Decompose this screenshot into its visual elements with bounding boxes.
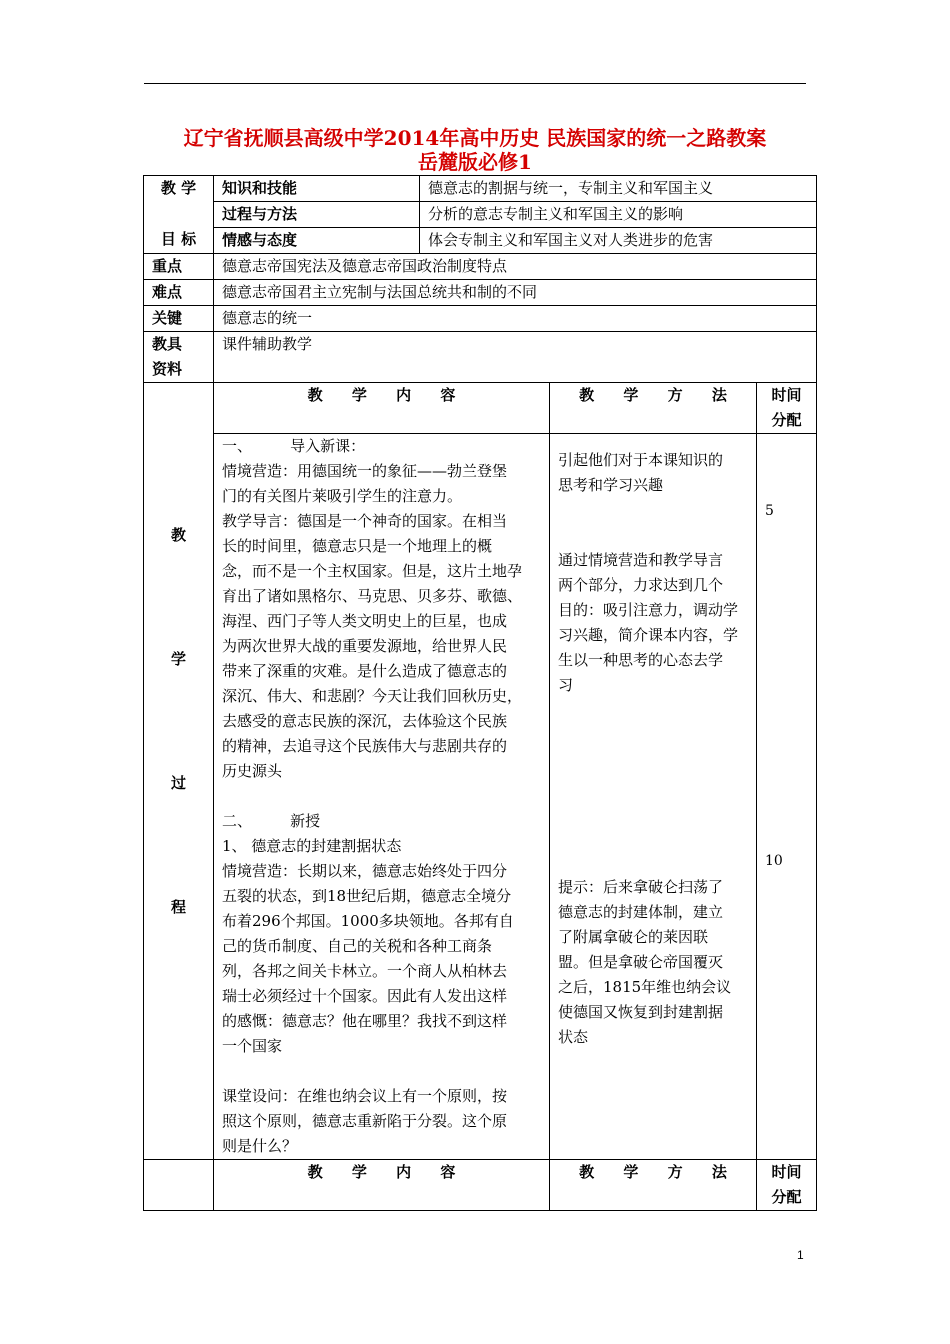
footer-header-row xyxy=(144,1160,817,1211)
content-cell xyxy=(214,434,550,1160)
content-line: 情境营造：用德国统一的象征——勃兰登堡 xyxy=(222,462,508,480)
time-header-line2: 分配 xyxy=(771,1188,802,1206)
content-line: 五裂的状态，到18世纪后期，德意志全境分 xyxy=(222,887,512,905)
page-number: 1 xyxy=(797,1248,804,1262)
goal-row xyxy=(144,228,817,254)
method-block xyxy=(558,548,748,698)
goal-content: 分析的意志专制主义和军国主义的影响 xyxy=(420,202,817,228)
content-line: 照这个原则，德意志重新陷于分裂。这个原 xyxy=(222,1112,508,1130)
time-header-line2: 分配 xyxy=(771,411,802,429)
method-line: 状态 xyxy=(558,1028,589,1046)
goal-row xyxy=(144,176,817,202)
goal-row xyxy=(144,202,817,228)
content-line xyxy=(222,784,541,809)
info-label: 难点 xyxy=(144,280,214,306)
content-line: 海涅、西门子等人类文明史上的巨星，也成 xyxy=(222,612,508,630)
info-row-key-point xyxy=(144,254,817,280)
process-label-char: 学 xyxy=(170,650,186,668)
header-rule xyxy=(144,83,806,84)
method-line: 使德国又恢复到封建割据 xyxy=(558,1003,724,1021)
content-line: 情境营造：长期以来，德意志始终处于四分 xyxy=(222,862,508,880)
doc-title-line2: 岳麓版必修1 xyxy=(418,150,532,174)
info-content: 德意志的统一 xyxy=(214,306,817,332)
process-label-char: 过 xyxy=(170,774,186,792)
footer-empty-cell xyxy=(144,1160,214,1211)
info-label-materials xyxy=(144,332,214,383)
info-content: 德意志帝国君主立宪制与法国总统共和制的不同 xyxy=(214,280,817,306)
content-lines xyxy=(222,434,541,1159)
content-line: 门的有关图片莱吸引学生的注意力。 xyxy=(222,487,463,505)
info-label-line1: 教具 xyxy=(152,335,183,353)
content-line: 二、 新授 xyxy=(222,812,321,830)
goal-content: 德意志的割据与统一，专制主义和军国主义 xyxy=(420,176,817,202)
method-line: 盟。但是拿破仑帝国覆灭 xyxy=(558,953,724,971)
info-label: 关键 xyxy=(144,306,214,332)
method-line: 通过情境营造和教学导言 xyxy=(558,551,724,569)
lesson-plan-table xyxy=(143,175,817,1211)
content-line: 长的时间里，德意志只是一个地理上的概 xyxy=(222,537,493,555)
method-cell xyxy=(550,434,757,1160)
goals-label-top: 教 学 xyxy=(160,179,197,197)
method-line: 思考和学习兴趣 xyxy=(558,476,664,494)
content-line: 带来了深重的灾难。是什么造成了德意志的 xyxy=(222,662,508,680)
content-line: 瑞士必须经过十个国家。因此有人发出这样 xyxy=(222,987,508,1005)
content-line: 教学导言：德国是一个神奇的国家。在相当 xyxy=(222,512,508,530)
info-row-key xyxy=(144,306,817,332)
method-line: 了附属拿破仑的莱因联 xyxy=(558,928,709,946)
time-header-line1: 时间 xyxy=(771,386,802,404)
info-content: 课件辅助教学 xyxy=(214,332,817,383)
content-line: 育出了诸如黑格尔、马克思、贝多芬、歌德、 xyxy=(222,587,523,605)
doc-title-line1: 辽宁省抚顺县高级中学2014年高中历史 民族国家的统一之路教案 xyxy=(183,126,767,150)
method-block xyxy=(558,448,748,498)
content-header: 教 学 内 容 xyxy=(214,1160,550,1211)
content-line: 列，各邦之间关卡林立。一个商人从柏林去 xyxy=(222,962,508,980)
content-header: 教 学 内 容 xyxy=(214,383,550,434)
time-cell xyxy=(757,434,817,1160)
content-line: 课堂设问：在维也纳会议上有一个原则，按 xyxy=(222,1087,508,1105)
goal-category: 知识和技能 xyxy=(214,176,420,202)
content-line xyxy=(222,1059,541,1084)
goal-category: 情感与态度 xyxy=(214,228,420,254)
process-label xyxy=(144,383,214,1160)
method-line: 德意志的封建体制，建立 xyxy=(558,903,724,921)
goals-label xyxy=(144,176,214,254)
method-line: 两个部分，力求达到几个 xyxy=(558,576,724,594)
time-value: 10 xyxy=(765,853,783,869)
method-line: 引起他们对于本课知识的 xyxy=(558,451,724,469)
content-line: 一、 导入新课： xyxy=(222,437,366,455)
content-line: 一个国家 xyxy=(222,1037,283,1055)
content-line: 为两次世界大战的重要发源地，给世界人民 xyxy=(222,637,508,655)
time-header-line1: 时间 xyxy=(771,1163,802,1181)
content-line: 历史源头 xyxy=(222,762,283,780)
content-line: 1、 德意志的封建割据状态 xyxy=(222,837,402,855)
content-line: 深沉、伟大、和悲剧？今天让我们回秋历史， xyxy=(222,687,523,705)
info-label-line2: 资料 xyxy=(152,360,183,378)
process-body-row xyxy=(144,434,817,1160)
method-header: 教 学 方 法 xyxy=(550,1160,757,1211)
goal-category: 过程与方法 xyxy=(214,202,420,228)
method-header: 教 学 方 法 xyxy=(550,383,757,434)
method-line: 目的：吸引注意力，调动学 xyxy=(558,601,739,619)
content-line: 则是什么？ xyxy=(222,1137,298,1155)
time-header xyxy=(757,383,817,434)
info-row-materials xyxy=(144,332,817,383)
process-label-char: 教 xyxy=(170,526,186,544)
content-line: 布着296个邦国。1000多块领地。各邦有自 xyxy=(222,912,514,930)
method-line: 习兴趣，简介课本内容，学 xyxy=(558,626,739,644)
method-line: 习 xyxy=(558,676,574,694)
time-value: 5 xyxy=(765,503,774,519)
method-line: 提示：后来拿破仑扫荡了 xyxy=(558,878,724,896)
info-content: 德意志帝国宪法及德意志帝国政治制度特点 xyxy=(214,254,817,280)
content-line: 的精神，去追寻这个民族伟大与悲剧共存的 xyxy=(222,737,508,755)
method-line: 之后，1815年维也纳会议 xyxy=(558,978,732,996)
goals-label-bottom: 目 标 xyxy=(160,230,197,248)
process-label-char: 程 xyxy=(170,898,186,916)
content-line: 的感慨：德意志？他在哪里？我找不到这样 xyxy=(222,1012,508,1030)
content-line: 己的货币制度、自己的关税和各种工商条 xyxy=(222,937,493,955)
info-row-difficulty xyxy=(144,280,817,306)
content-line: 去感受的意志民族的深沉，去体验这个民族 xyxy=(222,712,508,730)
time-header xyxy=(757,1160,817,1211)
content-line: 念，而不是一个主权国家。但是，这片土地孕 xyxy=(222,562,523,580)
info-label: 重点 xyxy=(144,254,214,280)
method-line: 生以一种思考的心态去学 xyxy=(558,651,724,669)
method-block xyxy=(558,875,748,1050)
process-header-row xyxy=(144,383,817,434)
goal-content: 体会专制主义和军国主义对人类进步的危害 xyxy=(420,228,817,254)
